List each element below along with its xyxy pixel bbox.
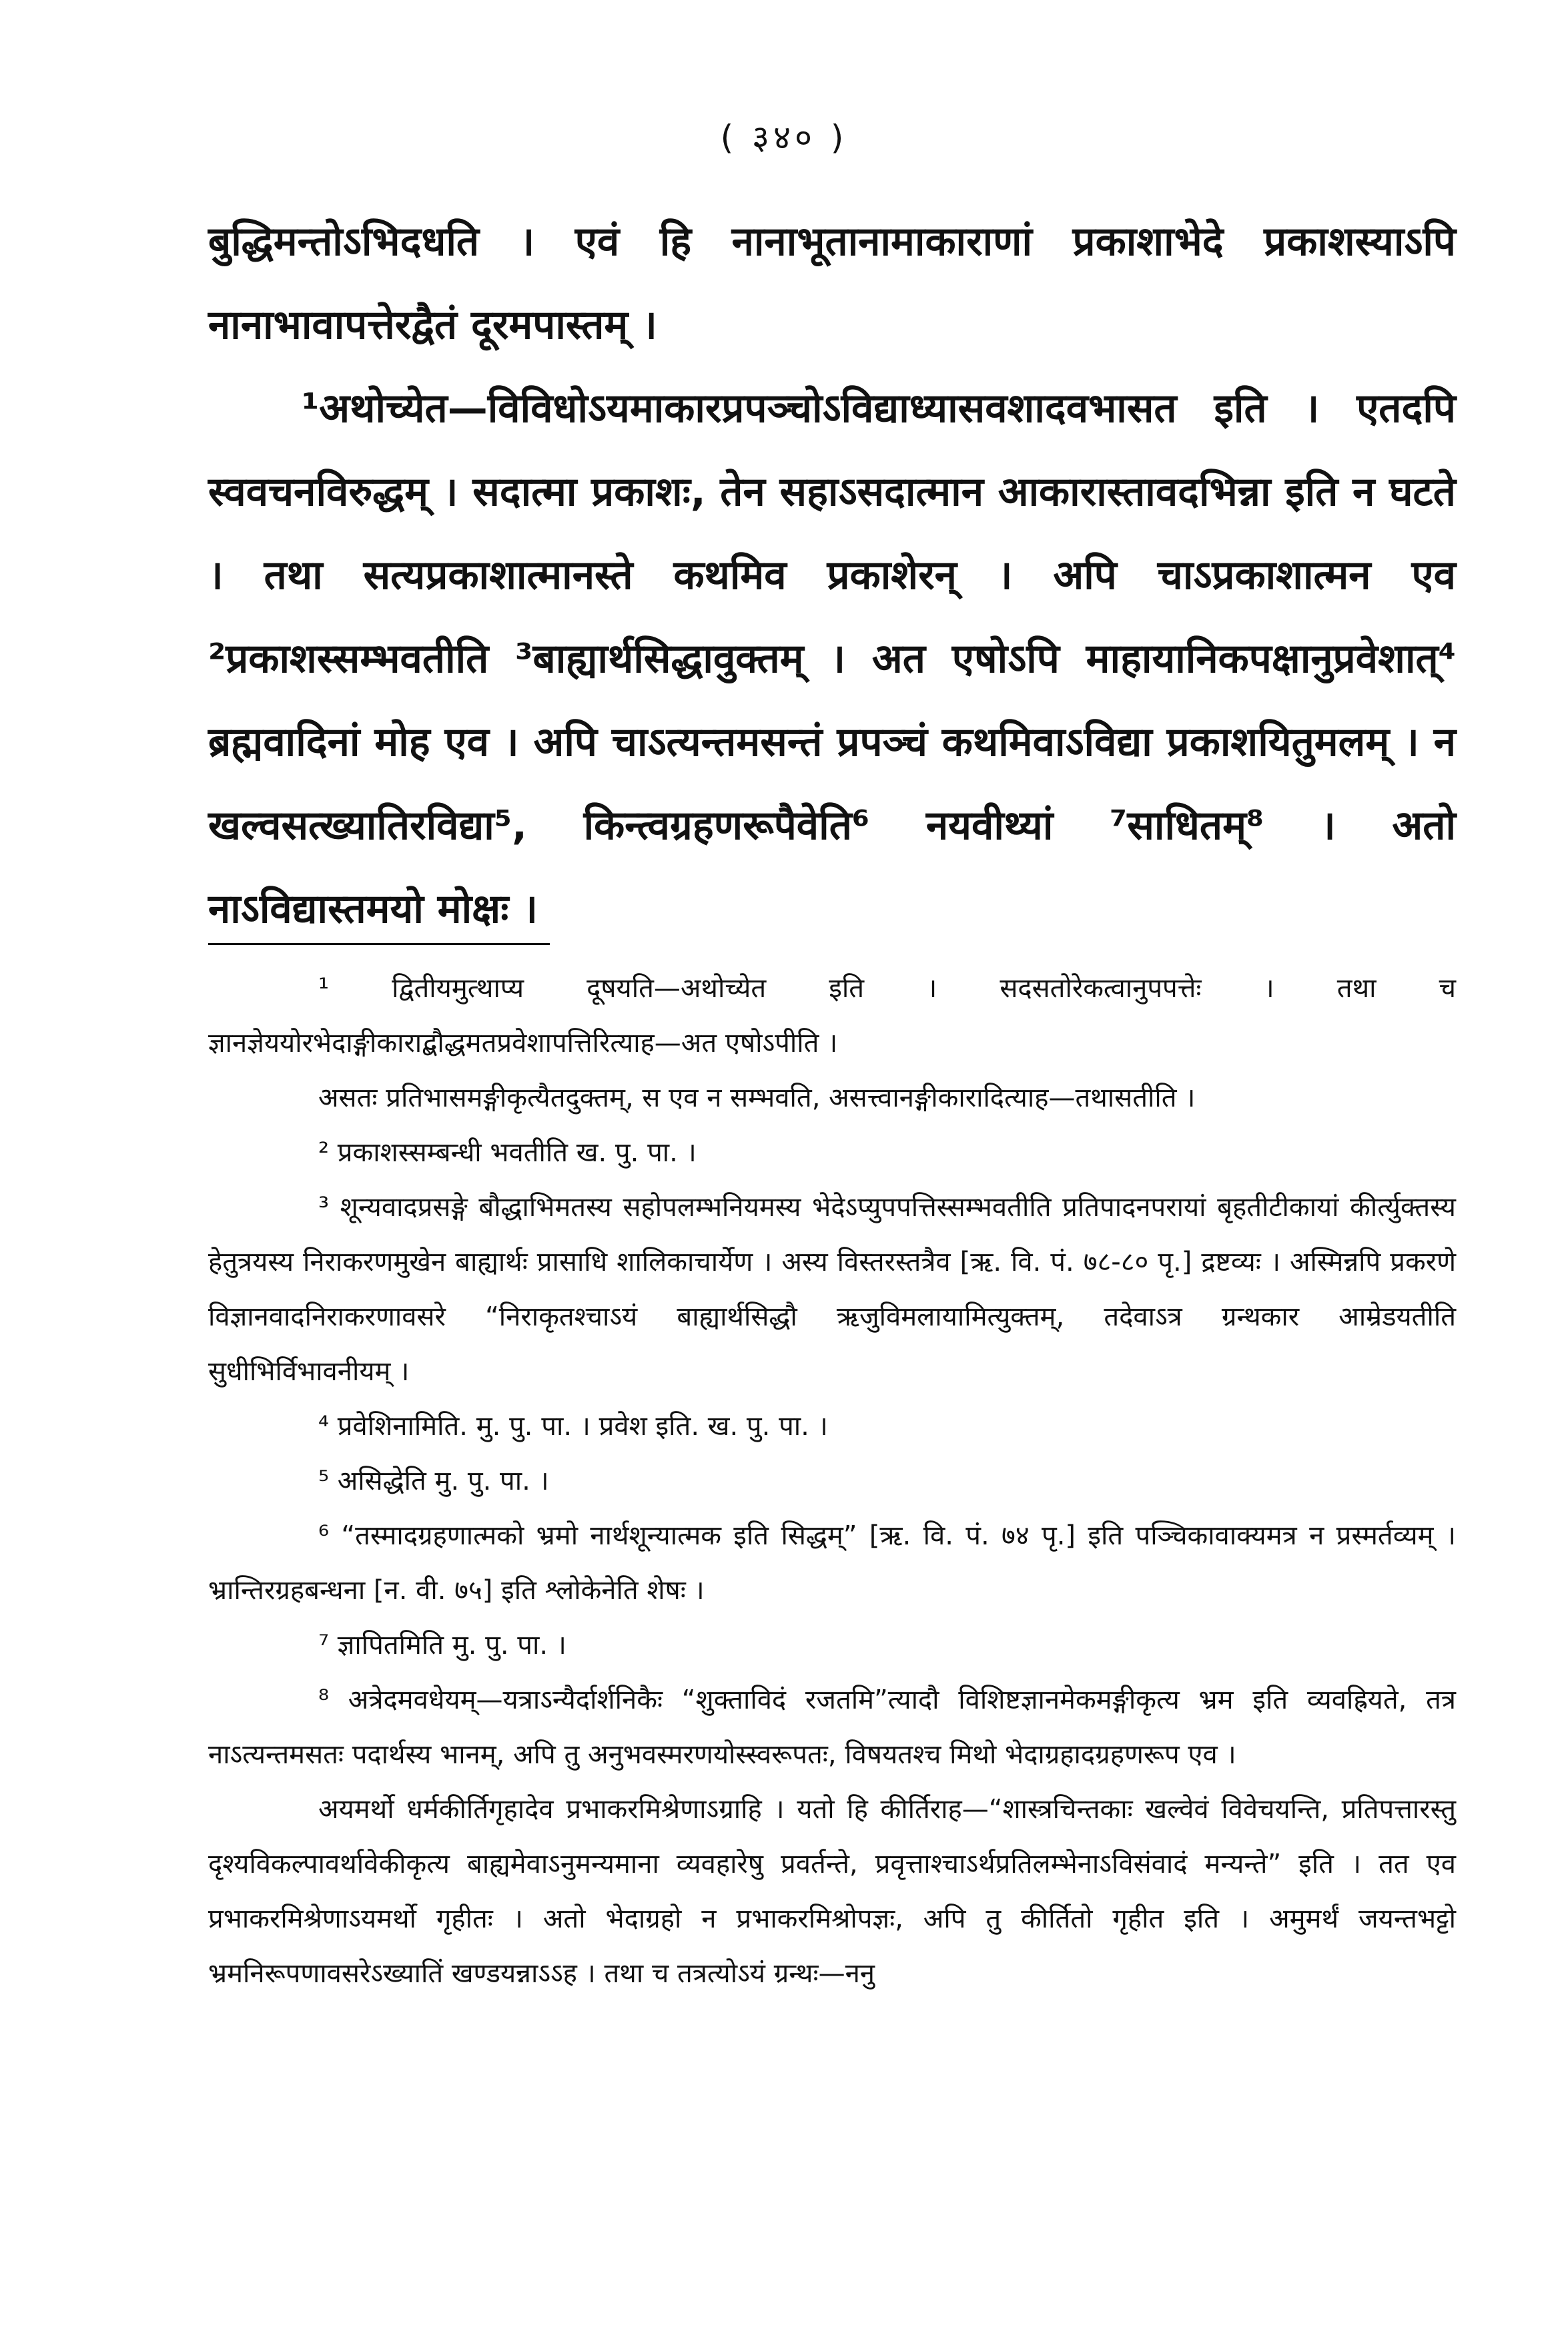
footnote-3: ³ शून्यवादप्रसङ्गे बौद्धाभिमतस्य सहोपलम्भनियमस्य भेदेऽप्युपपत्तिस्सम्भवतीति प्रतिपादनपरायां बृहतीटीकायां कीर्त्युक्तस्य हेतुत्रयस्य निराकरणमुखेन बाह्यार्थः प्रासाधि शालिकाचार्येण । अस्य विस्तरस्तत्रैव [ऋ. वि. पं. ७८-८० पृ.] द्रष्टव्यः । अस्मिन्नपि प्रकरणे विज्ञानवादनिराकरणावसरे “निराकृतश्चाऽयं बाह्यार्थसिद्धौ ऋजुविमलायामित्युक्तम्, तदेवाऽत्र ग्रन्थकार आम्रेडयतीति सुधीभिर्विभावनीयम् । xyxy=(208,1192,1456,1387)
main-paragraph: ¹अथोच्येत—विविधोऽयमाकारप्रपञ्चोऽविद्याध्यासवशादवभासत इति । एतदपि स्ववचनविरुद्धम् । सदात्मा प्रकाशः, तेन सहाऽसदात्मान आकारास्तावदभिन्ना इति न घटते । तथा सत्यप्रकाशात्मानस्ते कथमिव प्रकाशेरन् । अपि चाऽप्रकाशात्मन एव ²प्रकाशस्सम्भवतीति ³बाह्यार्थसिद्धावुक्तम् । अत एषोऽपि माहायानिकपक्षानुप्रवेशात्⁴ ब्रह्मवादिनां मोह एव । अपि चाऽत्यन्तमसन्तं प्रपञ्चं कथमिवाऽविद्या प्रकाशयितुमलम् । न खल्वसत्ख्यातिरविद्या⁵, किन्त्वग्रहणरूपैवेति⁶ नयवीथ्यां ⁷साधितम्⁸ । अतो नाऽविद्यास्तमयो मोक्षः । xyxy=(208,385,1456,932)
main-paragraph: बुद्धिमन्तोऽभिदधति । एवं हि नानाभूतानामाकाराणां प्रकाशाभेदे प्रकाशस्याऽपि नानाभावापत्तेरद्वैतं दूरमपास्तम् । xyxy=(208,218,1456,348)
footnote-7: ⁷ ज्ञापितमिति मु. पु. पा. । xyxy=(318,1630,566,1661)
footnote-6: ⁶ “तस्मादग्रहणात्मको भ्रमो नार्थशून्यात्मक इति सिद्धम्” [ऋ. वि. पं. ७४ पृ.] इति पञ्चिकावाक्यमत्र न प्रस्मर्तव्यम् । भ्रान्तिरग्रहबन्धना [न. वी. ७५] इति श्लोकेनेति शेषः । xyxy=(208,1520,1456,1606)
footnotes xyxy=(208,961,1456,2001)
footnote-8: ⁸ अत्रेदमवधेयम्—यत्राऽन्यैर्दार्शनिकैः “शुक्ताविदं रजतमि”त्यादौ विशिष्टज्ञानमेकमङ्गीकृत्य भ्रम इति व्यवह्रियते, तत्र नाऽत्यन्तमसतः पदार्थस्य भानम्, अपि तु अनुभवस्मरणयोस्स्वरूपतः, विषयतश्च मिथो भेदाग्रहादग्रहणरूप एव । xyxy=(208,1685,1456,1770)
footnote-1: ¹ द्वितीयमुत्थाप्य दूषयति—अथोच्येत इति । सदसतोरेकत्वानुपपत्तेः । तथा च ज्ञानज्ञेययोरभेदाङ्गीकाराद्बौद्धमतप्रवेशापत्तिरित्याह—अत एषोऽपीति । xyxy=(208,973,1456,1059)
footnote-5: ⁵ असिद्धेति मु. पु. पा. । xyxy=(318,1466,549,1496)
footnote-divider xyxy=(208,943,550,945)
footnote-2: ² प्रकाशस्सम्बन्धी भवतीति ख. पु. पा. । xyxy=(318,1137,697,1168)
page-number: ( ३४० ) xyxy=(720,118,848,157)
footnote-4: ⁴ प्रवेशिनामिति. मु. पु. पा. । प्रवेश इति. ख. पु. पा. । xyxy=(318,1411,828,1442)
footnote-8-continuation: अयमर्थो धर्मकीर्तिगृहादेव प्रभाकरमिश्रेणाऽग्राहि । यतो हि कीर्तिराह—“शास्त्रचिन्तकाः खल्वेवं विवेचयन्ति, प्रतिपत्तारस्तु दृश्यविकल्पावर्थावेकीकृत्य बाह्यमेवाऽनुमन्यमाना व्यवहारेषु प्रवर्तन्ते, प्रवृत्ताश्चाऽर्थप्रतिलम्भेनाऽविसंवादं मन्यन्ते” इति । तत एव प्रभाकरमिश्रेणाऽयमर्थो गृहीतः । अतो भेदाग्रहो न प्रभाकरमिश्रोपज्ञः, अपि तु कीर्तितो गृहीत इति । अमुमर्थं जयन्तभट्टो भ्रमनिरूपणावसरेऽख्यातिं खण्डयन्नाऽऽह । तथा च तत्रत्योऽयं ग्रन्थः—ननु xyxy=(208,1794,1456,1989)
footnote-1-continuation: असतः प्रतिभासमङ्गीकृत्यैतदुक्तम्, स एव न सम्भवति, असत्त्वानङ्गीकारादित्याह—तथासतीति । xyxy=(318,1083,1196,1113)
main-text xyxy=(208,200,1456,951)
